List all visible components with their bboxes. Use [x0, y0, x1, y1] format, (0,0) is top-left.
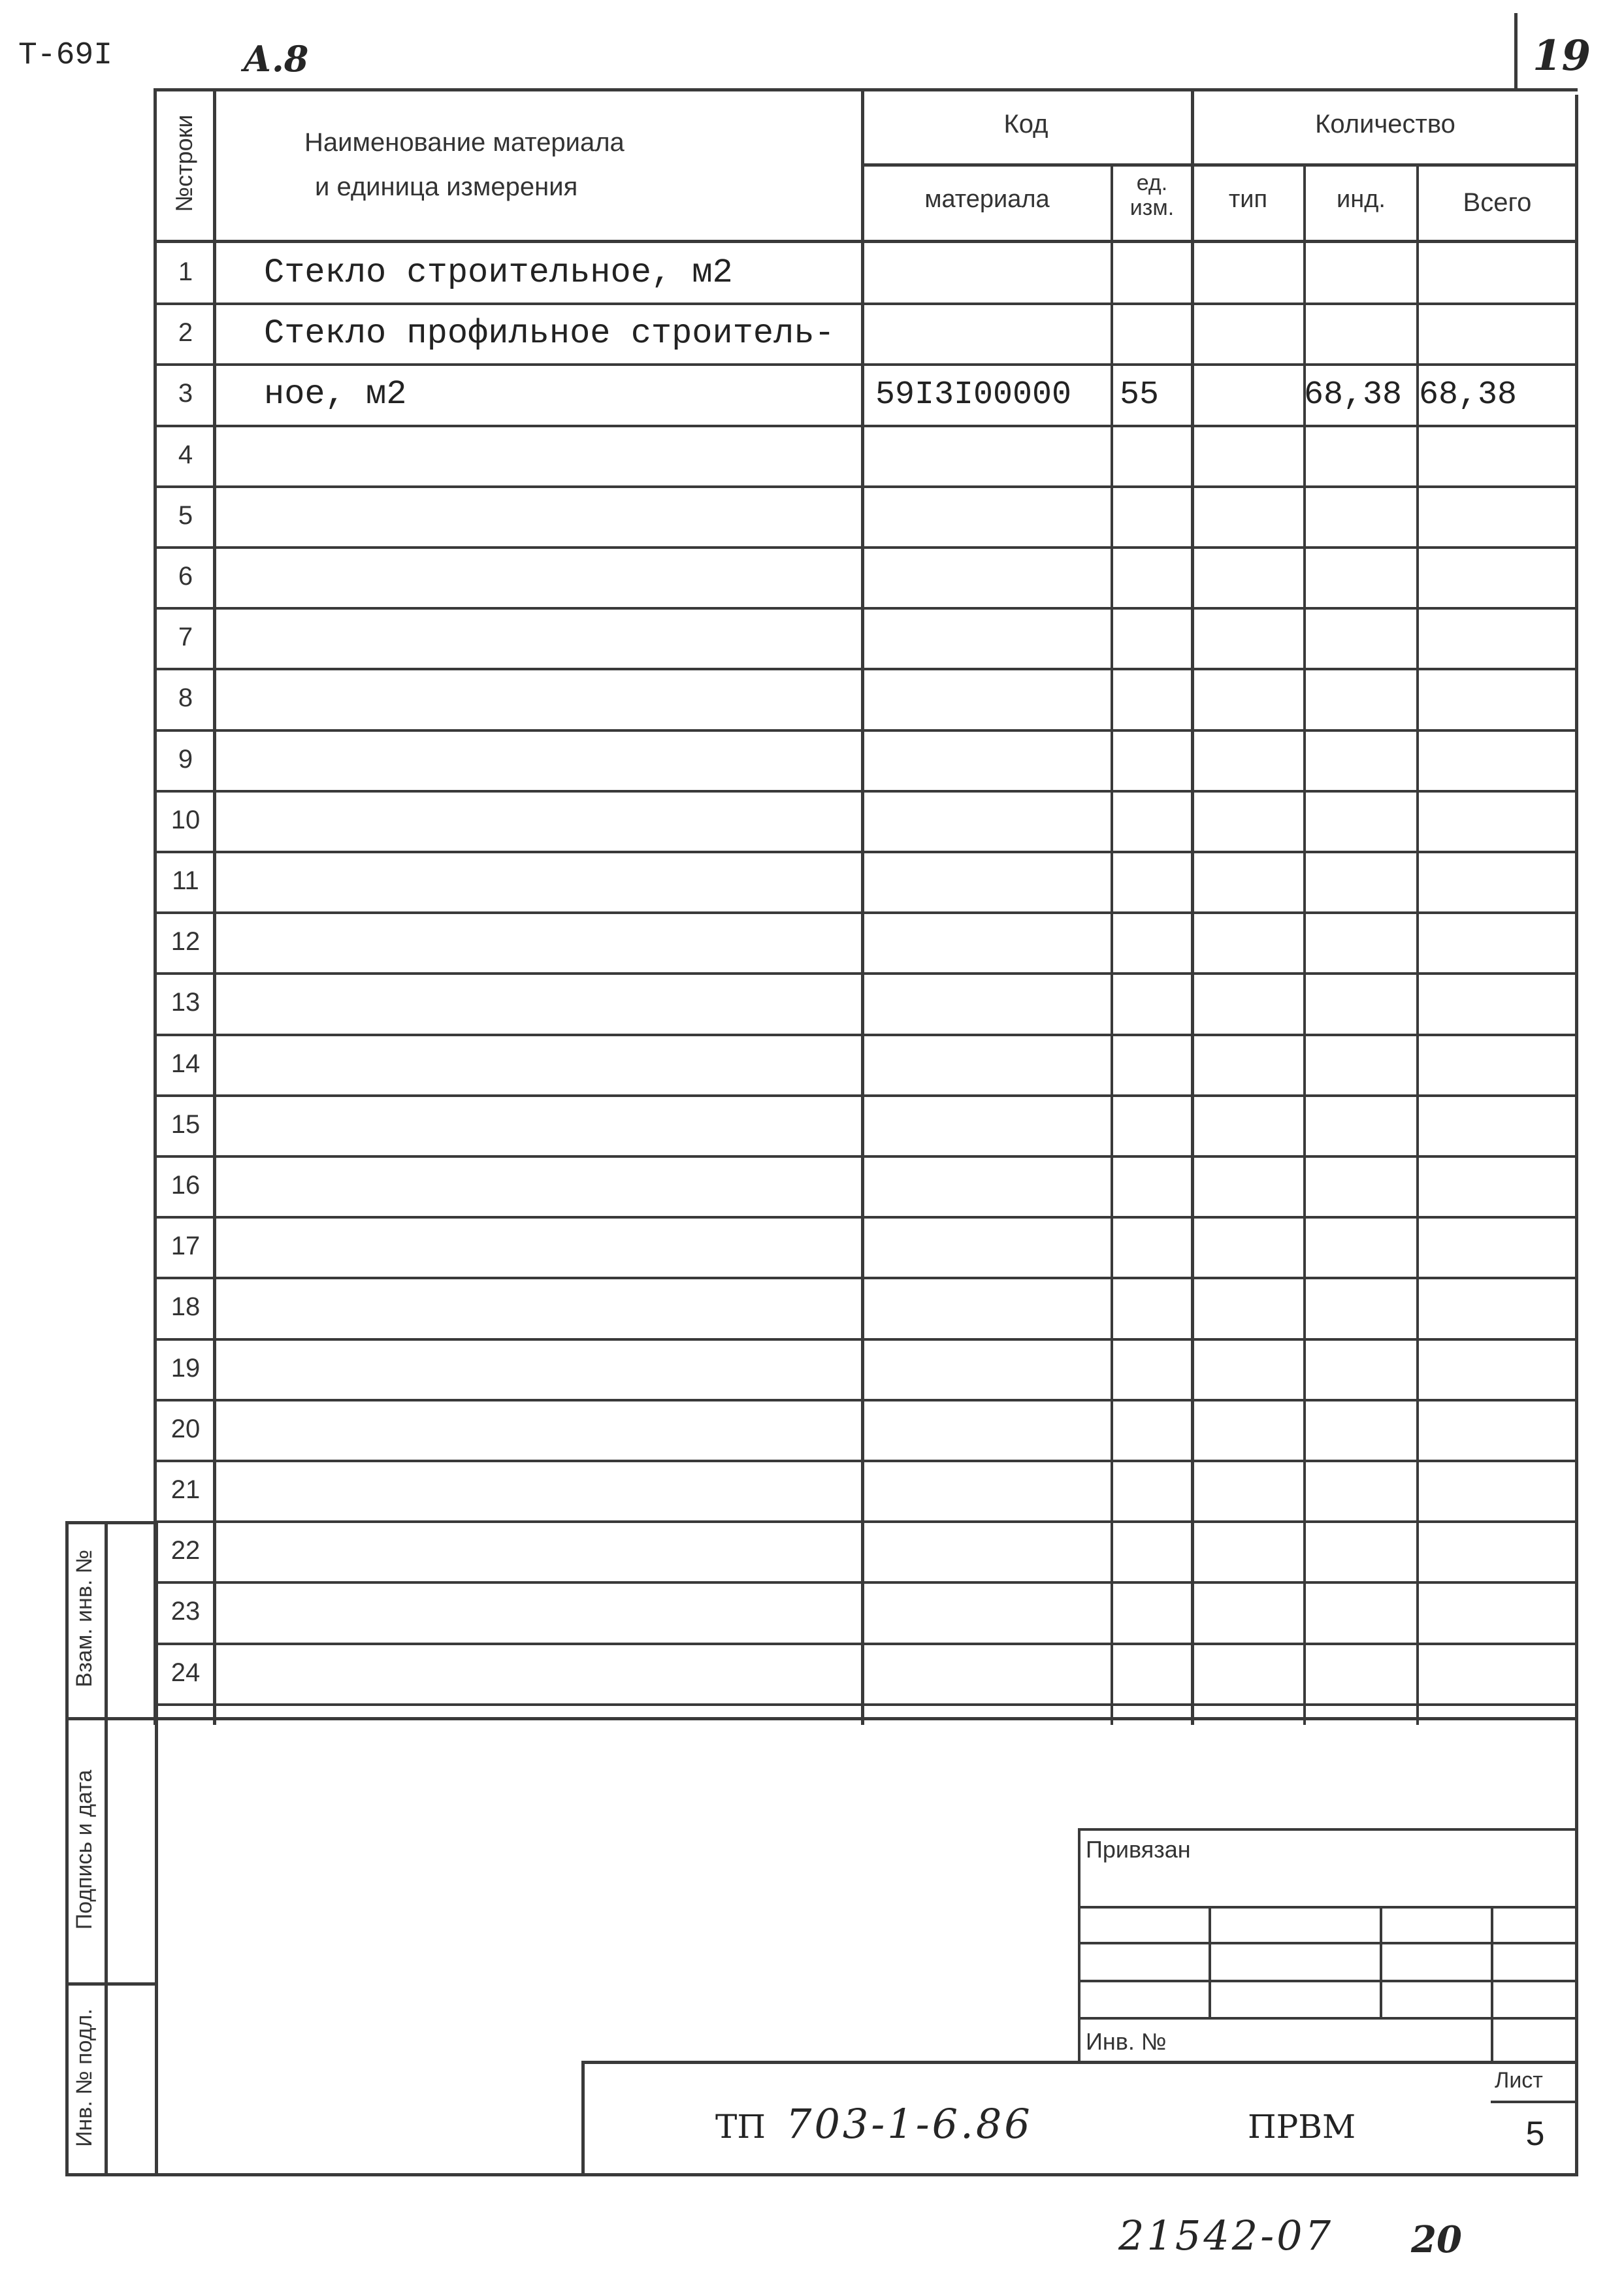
subheader-divider — [861, 163, 1578, 167]
label-sign-date: Подпись и дата — [72, 1769, 97, 1930]
row-number: 16 — [171, 1171, 201, 1200]
row-line — [154, 790, 1578, 793]
row-number: 10 — [171, 806, 201, 834]
row-qty-ind: 68,38 — [1304, 376, 1403, 414]
table-border-right — [1575, 95, 1578, 2176]
row-number: 19 — [171, 1354, 201, 1383]
col-divider-name — [861, 88, 864, 1725]
tb-line-top — [1078, 1828, 1578, 1831]
row-line — [154, 425, 1578, 427]
order-number: 21542-07 — [1118, 2212, 1334, 2259]
row-line — [154, 911, 1578, 914]
row-number: 14 — [171, 1049, 201, 1078]
row-number: 15 — [171, 1110, 201, 1139]
tb-col-3 — [1491, 1906, 1493, 2063]
doc-mark: ПРВМ — [1248, 2108, 1356, 2146]
tb-sheet-divider — [1491, 2101, 1578, 2103]
label-orig-inv: Инв. № подл. — [72, 2008, 97, 2147]
row-line — [154, 668, 1578, 670]
row-number: 4 — [178, 440, 193, 469]
stamp-bottom-line — [65, 2173, 1578, 2176]
row-number: 9 — [178, 745, 193, 774]
row-line — [154, 1703, 1578, 1706]
row-line — [154, 1094, 1578, 1097]
row-line — [154, 363, 1578, 366]
row-line — [154, 1520, 1578, 1523]
row-line — [154, 1460, 1578, 1462]
album-mark: А.8 — [243, 38, 309, 80]
row-line — [154, 1277, 1578, 1279]
page-mark: 20 — [1411, 2218, 1462, 2261]
page-number: 19 — [1533, 31, 1591, 80]
label-sheet: Лист — [1495, 2068, 1543, 2093]
tb-main-top — [581, 2061, 1578, 2064]
row-material-code: 59I3I00000 — [875, 376, 1072, 414]
row-number: 2 — [178, 318, 193, 347]
row-line — [154, 1034, 1578, 1036]
row-number: 20 — [171, 1415, 201, 1443]
label-inv-no: Инв. № — [1086, 2028, 1167, 2055]
row-material-name: ное, м2 — [264, 375, 407, 414]
header-unit-line2: изм. — [1129, 195, 1175, 220]
row-line — [154, 1155, 1578, 1158]
sheet-code: Т-69I — [18, 38, 113, 73]
row-material-name: Стекло строительное, м2 — [264, 254, 733, 292]
stamp-divider-1 — [65, 1717, 1578, 1720]
tb-col-2 — [1380, 1906, 1382, 2017]
header-bottom-line — [154, 240, 1578, 243]
row-number: 22 — [171, 1536, 201, 1565]
row-number: 18 — [171, 1292, 201, 1321]
header-material: материала — [924, 186, 1050, 213]
row-line — [154, 546, 1578, 549]
tp-prefix: ТП — [715, 2108, 766, 2146]
row-number: 3 — [178, 379, 193, 408]
row-line — [154, 1338, 1578, 1341]
row-number: 21 — [171, 1475, 201, 1504]
tb-line-4 — [1078, 2017, 1578, 2020]
header-total: Всего — [1463, 188, 1532, 217]
header-quantity: Количество — [1315, 110, 1455, 139]
row-number: 7 — [178, 623, 193, 651]
col-divider-code-qty — [1191, 88, 1194, 1725]
row-number: 11 — [172, 866, 199, 895]
row-number: 23 — [171, 1597, 201, 1626]
tb-line-3 — [1078, 1980, 1578, 1982]
stamp-border-inner — [105, 1521, 108, 2176]
table-border-top — [154, 88, 1578, 91]
tb-main-left — [581, 2061, 585, 2176]
tb-col-1 — [1209, 1906, 1211, 2017]
stamp-border-table — [155, 1521, 158, 2176]
row-number: 8 — [178, 683, 193, 712]
stamp-border-left — [65, 1521, 69, 2176]
row-line — [154, 1399, 1578, 1401]
header-name-line2: и единица измерения — [315, 172, 578, 201]
row-line — [154, 485, 1578, 488]
header-name-line1: Наименование материала — [304, 128, 625, 157]
row-qty-total: 68,38 — [1419, 376, 1518, 414]
row-unit-code: 55 — [1120, 376, 1160, 414]
row-line — [154, 1581, 1578, 1584]
page-number-divider — [1514, 13, 1518, 90]
tb-border-left-upper — [1078, 1828, 1080, 2063]
row-line — [154, 303, 1578, 305]
row-number: 13 — [171, 988, 201, 1017]
header-tip: тип — [1228, 186, 1268, 213]
tb-line-1 — [1078, 1906, 1578, 1909]
row-number: 24 — [171, 1658, 201, 1687]
tp-number: 703-1-6.86 — [786, 2100, 1033, 2148]
row-line — [154, 972, 1578, 975]
label-replace-inv: Взам. инв. № — [72, 1549, 97, 1688]
row-number: 1 — [178, 257, 193, 286]
header-ind: инд. — [1337, 186, 1386, 213]
col-divider-material-unit — [1111, 165, 1113, 1725]
row-line — [154, 851, 1578, 853]
tb-line-2 — [1078, 1942, 1578, 1944]
row-line — [154, 1216, 1578, 1219]
row-material-name: Стекло профильное строитель- — [264, 314, 835, 353]
row-number: 6 — [178, 562, 193, 591]
header-unit-line1: ед. — [1136, 171, 1168, 195]
row-number: 5 — [178, 501, 193, 530]
header-row-number: №строки — [171, 114, 197, 212]
row-line — [154, 729, 1578, 732]
row-line — [154, 1643, 1578, 1645]
row-number: 12 — [171, 927, 201, 956]
label-linked: Привязан — [1086, 1836, 1191, 1863]
row-number: 17 — [171, 1232, 201, 1260]
sheet-number: 5 — [1525, 2115, 1545, 2153]
row-line — [154, 607, 1578, 610]
header-code: Код — [1003, 110, 1048, 139]
